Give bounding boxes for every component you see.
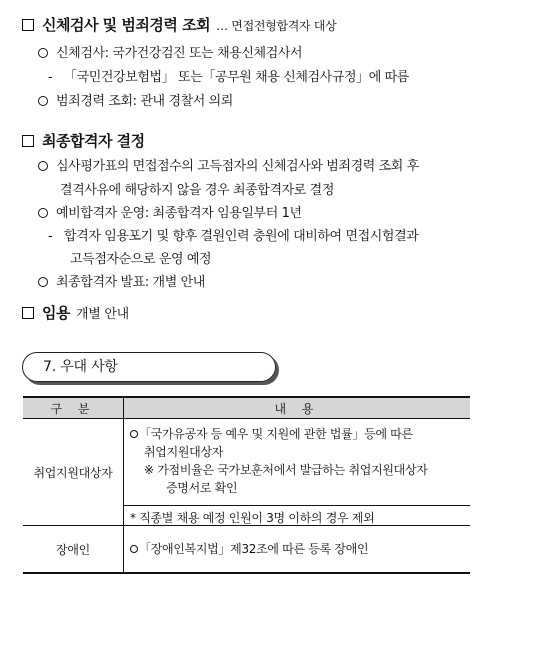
column-header-content: 내 용 [124,397,471,419]
checkbox-square-icon [22,307,34,319]
table-row [23,526,470,574]
content-cell [124,419,471,526]
section-title-final-decision: 최종합격자 결정 [22,130,145,151]
category-cell: 취업지원대상자 [23,419,124,526]
circle-bullet-icon [130,545,138,553]
column-header-category: 구 분 [23,397,124,419]
section-title-medical-check: 신체검사 및 범죄경력 조회 … 면접전형합격자 대상 [22,14,336,35]
content-cell: 「장애인복지법」제32조에 따른 등록 장애인 [124,526,471,574]
list-item: 범죄경력 조회: 관내 경찰서 의뢰 [38,90,233,109]
list-subitem: - 「국민건강보험법」 또는「공무원 채용 신체검사규정」에 따름 [48,70,409,85]
dash-bullet-icon: - [48,229,53,244]
list-item: 최종합격자 발표: 개별 안내 [38,271,205,290]
content-line: 증명서로 확인 [166,481,238,495]
circle-bullet-icon [38,48,48,58]
list-subitem-continuation: 고득점자순으로 운영 예정 [70,252,212,267]
section-title-appointment: 임용 개별 안내 [22,302,129,323]
content-line: ※ 가점비율은 국가보훈처에서 발급하는 취업지원대상자 [144,463,428,477]
circle-bullet-icon [130,430,138,438]
checkbox-square-icon [22,19,34,31]
circle-bullet-icon [38,208,48,218]
content-line: 취업지원대상자 [144,445,224,459]
checkbox-square-icon [22,135,34,147]
circle-bullet-icon [38,161,48,171]
content-line: 「국가유공자 등 예우 및 지원에 관한 법률」등에 따른 [130,425,464,443]
list-subitem: - 합격자 임용포기 및 향후 결원인력 충원에 대비하여 면접시험결과 [48,229,419,244]
list-item: 예비합격자 운영: 최종합격자 임용일부터 1년 [38,202,302,221]
list-item: 신체검사: 국가건강검진 또는 채용신체검사서 [38,42,302,61]
section-note: … 면접전형합격자 대상 [216,19,337,33]
preference-table [23,396,470,574]
circle-bullet-icon [38,96,48,106]
table-row [23,419,470,526]
exception-note: * 직종별 채용 예정 인원이 3명 이하의 경우 제외 [124,505,470,525]
table-header-row [23,397,470,419]
section-note: 개별 안내 [75,307,129,322]
circle-bullet-icon [38,277,48,287]
dash-bullet-icon: - [48,70,53,85]
list-item: 심사평가표의 면접점수의 고득점자의 신체검사와 범죄경력 조회 후 [38,155,419,174]
list-item-continuation: 결격사유에 해당하지 않을 경우 최종합격자로 결정 [60,183,334,198]
preference-heading: 7. 우대 사항 [22,352,276,382]
category-cell: 장애인 [23,526,124,574]
